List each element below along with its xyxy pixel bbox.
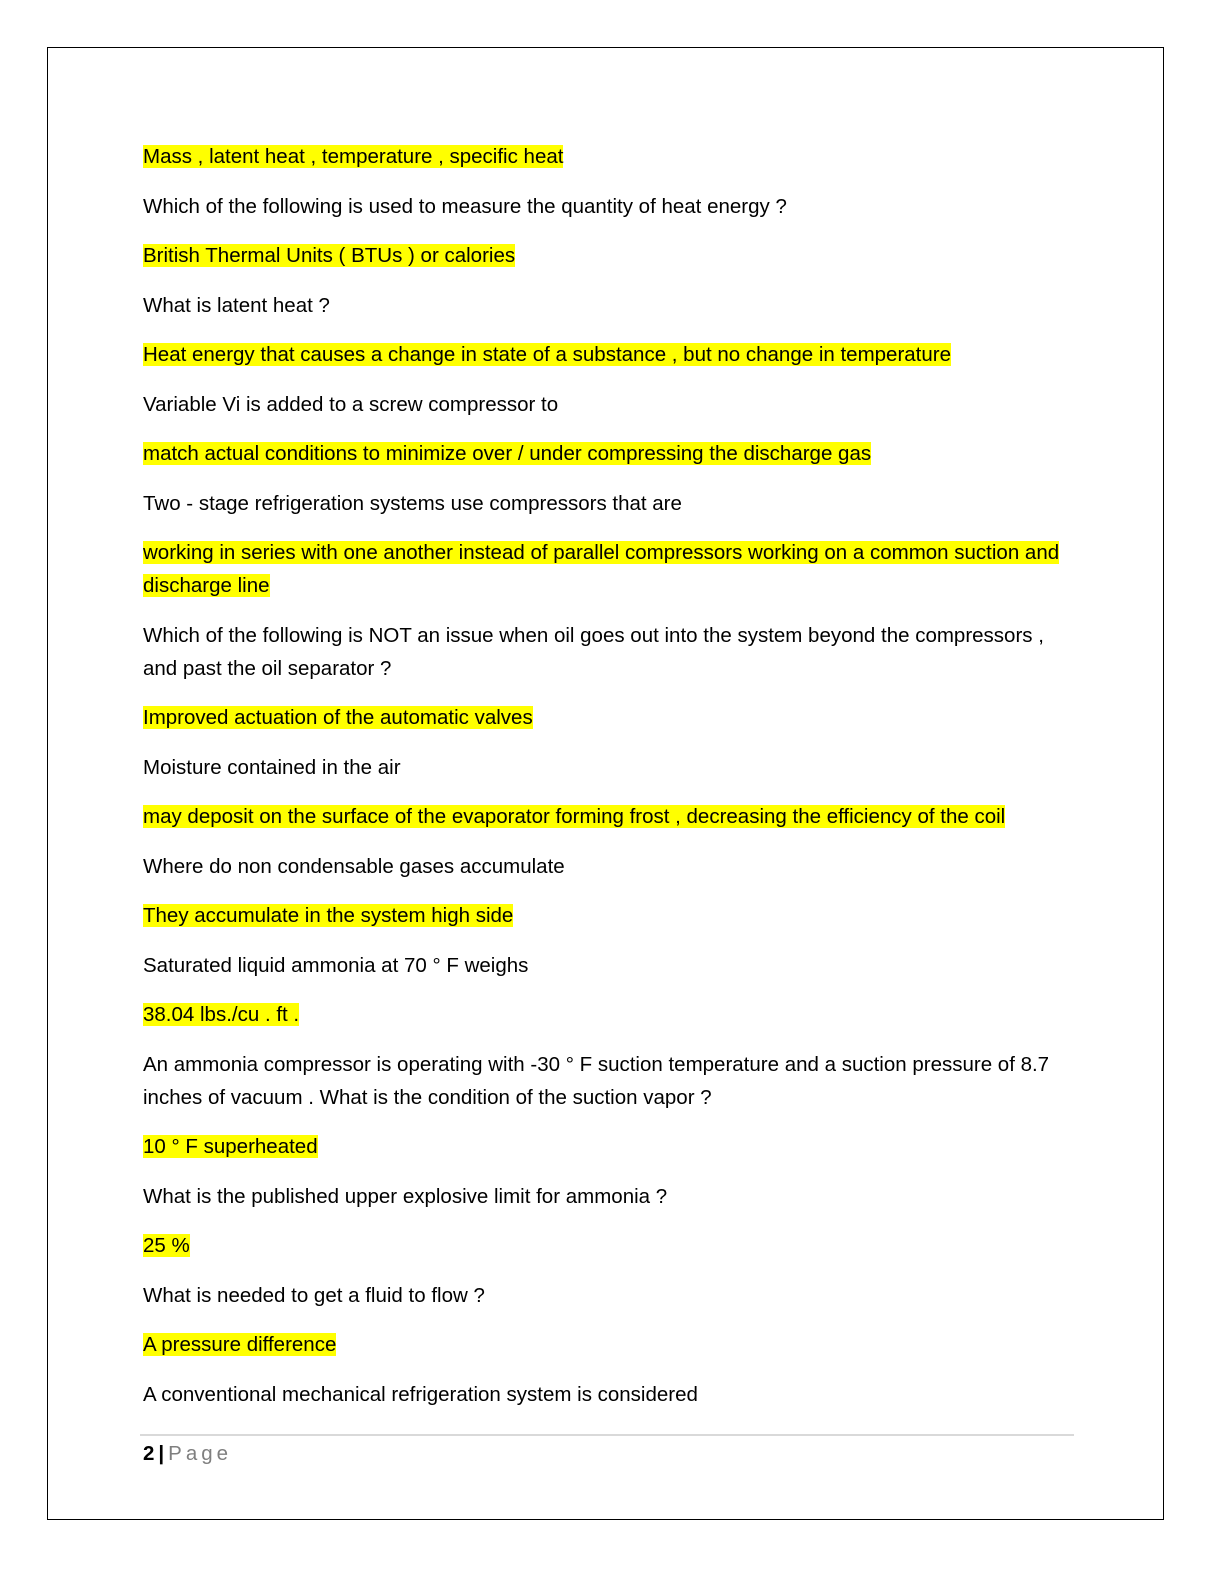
answer-text	[143, 338, 1078, 371]
answer-text	[143, 536, 1078, 602]
page-footer	[143, 1440, 232, 1468]
question-line: What is the published upper explosive limit for ammonia ?	[143, 1184, 668, 1208]
question-line: Where do non condensable gases accumulate	[143, 854, 565, 878]
question-line: Saturated liquid ammonia at 70 ° F weighs	[143, 953, 529, 977]
highlighted-answer: Improved actuation of the automatic valves	[143, 706, 533, 729]
document-body	[143, 140, 1078, 1427]
question-text	[143, 190, 1078, 223]
question-line: What is needed to get a fluid to flow ?	[143, 1283, 485, 1307]
question-line: An ammonia compressor is operating with -30 ° F suction temperature and a suction pressure of 8.7 inches of vacuum . What is the condition of the suction vapor ?	[143, 1052, 1050, 1109]
question-line: Variable Vi is added to a screw compressor to	[143, 392, 559, 416]
highlighted-answer: Mass , latent heat , temperature , specific heat	[143, 145, 564, 168]
question-text	[143, 1180, 1078, 1213]
question-line: Moisture contained in the air	[143, 755, 401, 779]
question-text	[143, 289, 1078, 322]
highlighted-answer: Heat energy that causes a change in state of a substance , but no change in temperature	[143, 343, 951, 366]
answer-text	[143, 800, 1078, 833]
highlighted-answer: 38.04 lbs./cu . ft .	[143, 1003, 300, 1026]
highlighted-answer: may deposit on the surface of the evaporator forming frost , decreasing the efficiency of the coil	[143, 805, 1006, 828]
question-text	[143, 850, 1078, 883]
question-text	[143, 751, 1078, 784]
question-text	[143, 1378, 1078, 1411]
highlighted-answer: 10 ° F superheated	[143, 1135, 318, 1158]
footer-separator: |	[158, 1442, 165, 1465]
answer-text	[143, 1130, 1078, 1163]
page-label: Page	[168, 1442, 233, 1465]
question-line: A conventional mechanical refrigeration system is considered	[143, 1382, 698, 1406]
question-line: Two - stage refrigeration systems use compressors that are	[143, 491, 682, 515]
answer-text	[143, 437, 1078, 470]
question-text	[143, 619, 1078, 685]
answer-text	[143, 998, 1078, 1031]
answer-text	[143, 899, 1078, 932]
page-number: 2	[143, 1442, 155, 1465]
question-text	[143, 388, 1078, 421]
question-line: Which of the following is used to measure the quantity of heat energy ?	[143, 194, 787, 218]
question-text	[143, 1048, 1078, 1114]
highlighted-answer: British Thermal Units ( BTUs ) or calories	[143, 244, 516, 267]
question-text	[143, 1279, 1078, 1312]
highlighted-answer: A pressure difference	[143, 1333, 337, 1356]
question-text	[143, 949, 1078, 982]
answer-text	[143, 1229, 1078, 1262]
question-line: What is latent heat ?	[143, 293, 330, 317]
answer-text	[143, 1328, 1078, 1361]
highlighted-answer: 25 %	[143, 1234, 190, 1257]
highlighted-answer: They accumulate in the system high side	[143, 904, 514, 927]
answer-text	[143, 140, 1078, 173]
highlighted-answer: match actual conditions to minimize over / under compressing the discharge gas	[143, 442, 872, 465]
answer-text	[143, 701, 1078, 734]
question-text	[143, 487, 1078, 520]
question-line: Which of the following is NOT an issue when oil goes out into the system beyond the compressors , and past the oil separator ?	[143, 623, 1044, 680]
highlighted-answer: working in series with one another instead of parallel compressors working on a common suction and discharge line	[143, 541, 1060, 597]
answer-text	[143, 239, 1078, 272]
footer-divider	[140, 1434, 1074, 1436]
